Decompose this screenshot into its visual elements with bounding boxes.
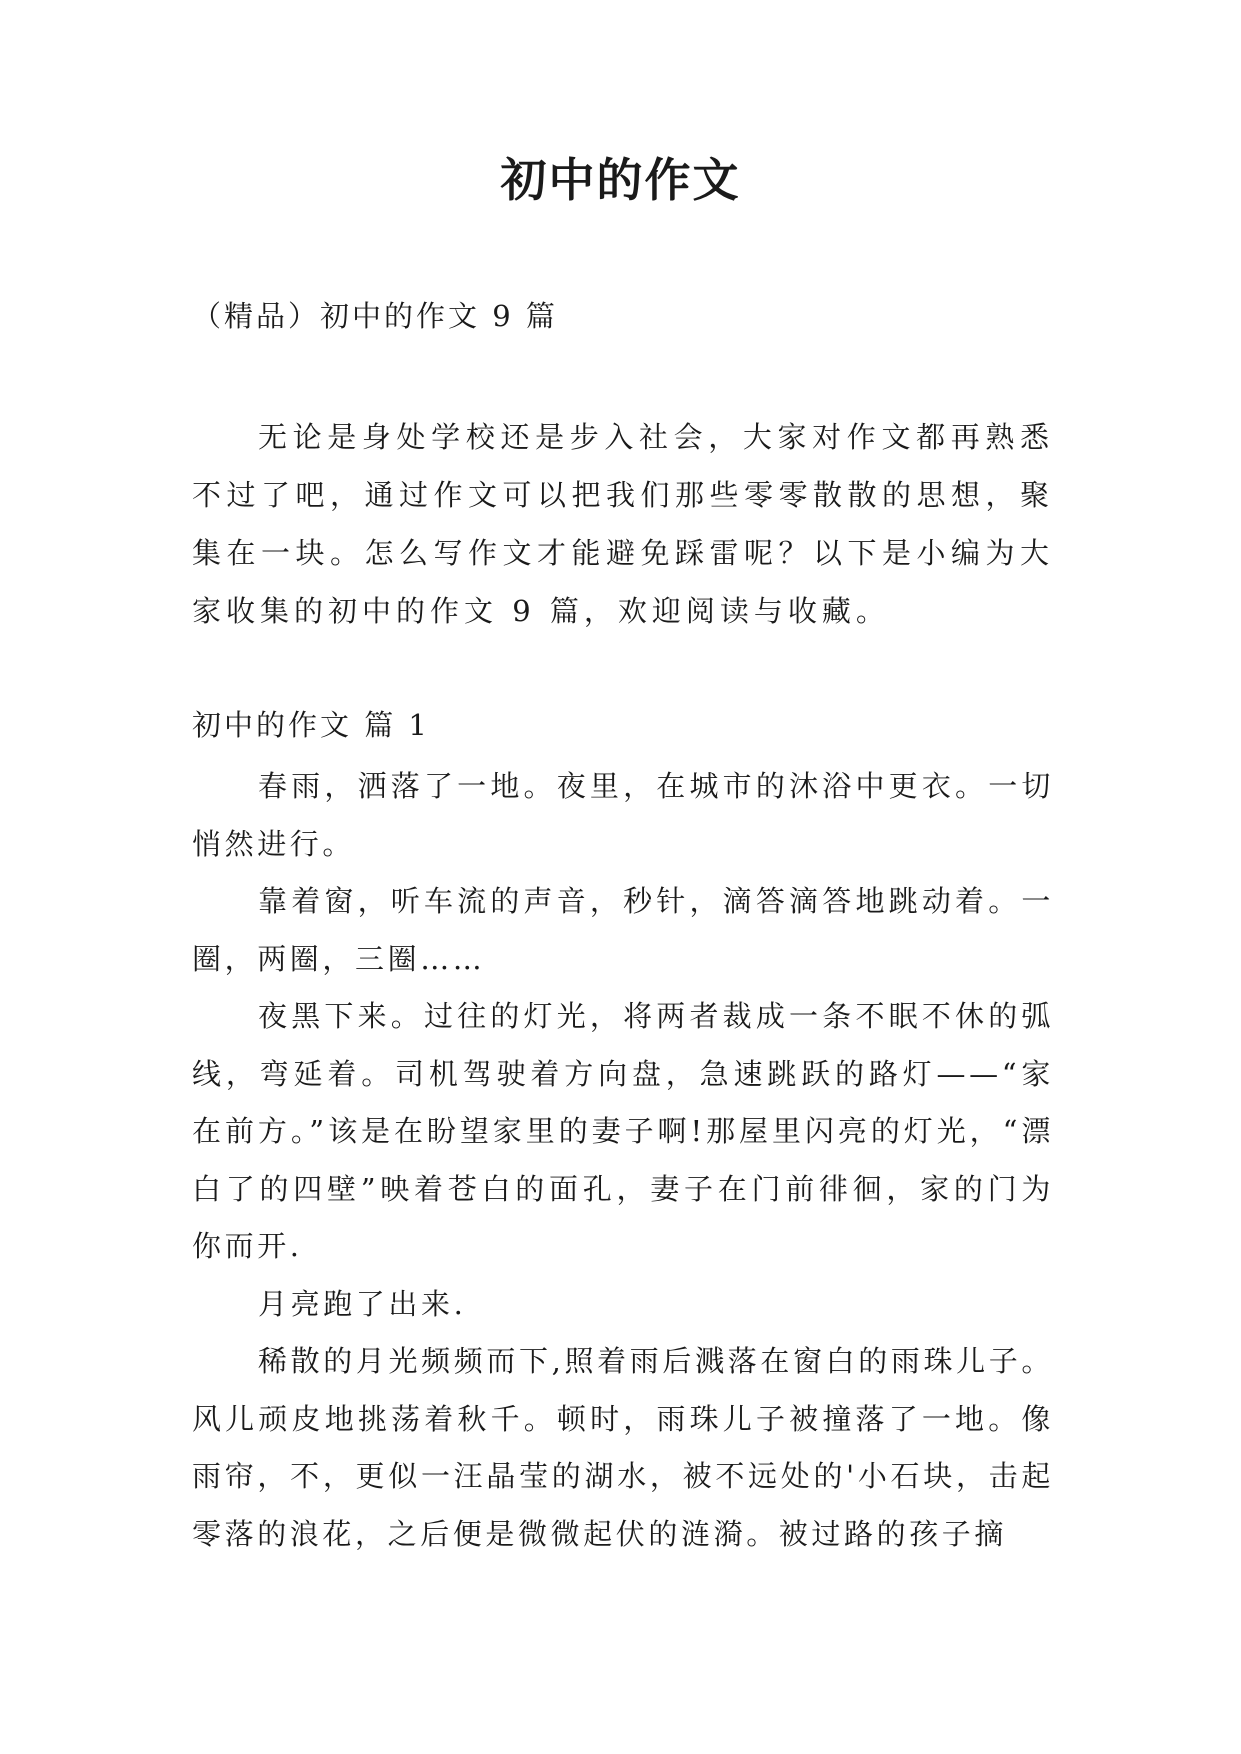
intro-paragraph: 无论是身处学校还是步入社会，大家对作文都再熟悉不过了吧，通过作文可以把我们那些零零散散的思想，聚集在一块。怎么写作文才能避免踩雷呢？以下是小编为大家收集的初中的作文 9 篇，欢迎阅读与收藏。 [192, 420, 1054, 628]
essay-paragraph: 靠着窗，听车流的声音，秒针，滴答滴答地跳动着。一圈，两圈，三圈…… [192, 884, 1054, 976]
essay-paragraph: 春雨，洒落了一地。夜里，在城市的沐浴中更衣。一切悄然进行。 [192, 769, 1054, 861]
essay-paragraph: 月亮跑了出来. [258, 1286, 467, 1321]
intro-section [192, 408, 1054, 640]
essay-paragraph: 夜黑下来。过往的灯光，将两者裁成一条不眠不休的弧线，弯延着。司机驾驶着方向盘，急速跳跃的路灯——“家在前方。”该是在盼望家里的妻子啊!那屋里闪亮的灯光，“漂白了的四壁”映着苍白的面孔，妻子在门前徘徊，家的门为你而开. [192, 999, 1054, 1263]
essay-paragraph: 稀散的月光频频而下,照着雨后溅落在窗白的雨珠儿子。风儿顽皮地挑荡着秋千。顿时，雨珠儿子被撞落了一地。像雨帘，不，更似一汪晶莹的湖水，被不远处的'小石块，击起零落的浪花，之后便是微微起伏的涟漪。被过路的孩子摘 [192, 1344, 1054, 1551]
document-title: 初中的作文 [500, 153, 741, 207]
section-heading: 初中的作文 篇 1 [192, 708, 430, 742]
essay-body [192, 758, 1054, 1563]
document-subtitle: （精品）初中的作文 9 篇 [192, 299, 558, 333]
